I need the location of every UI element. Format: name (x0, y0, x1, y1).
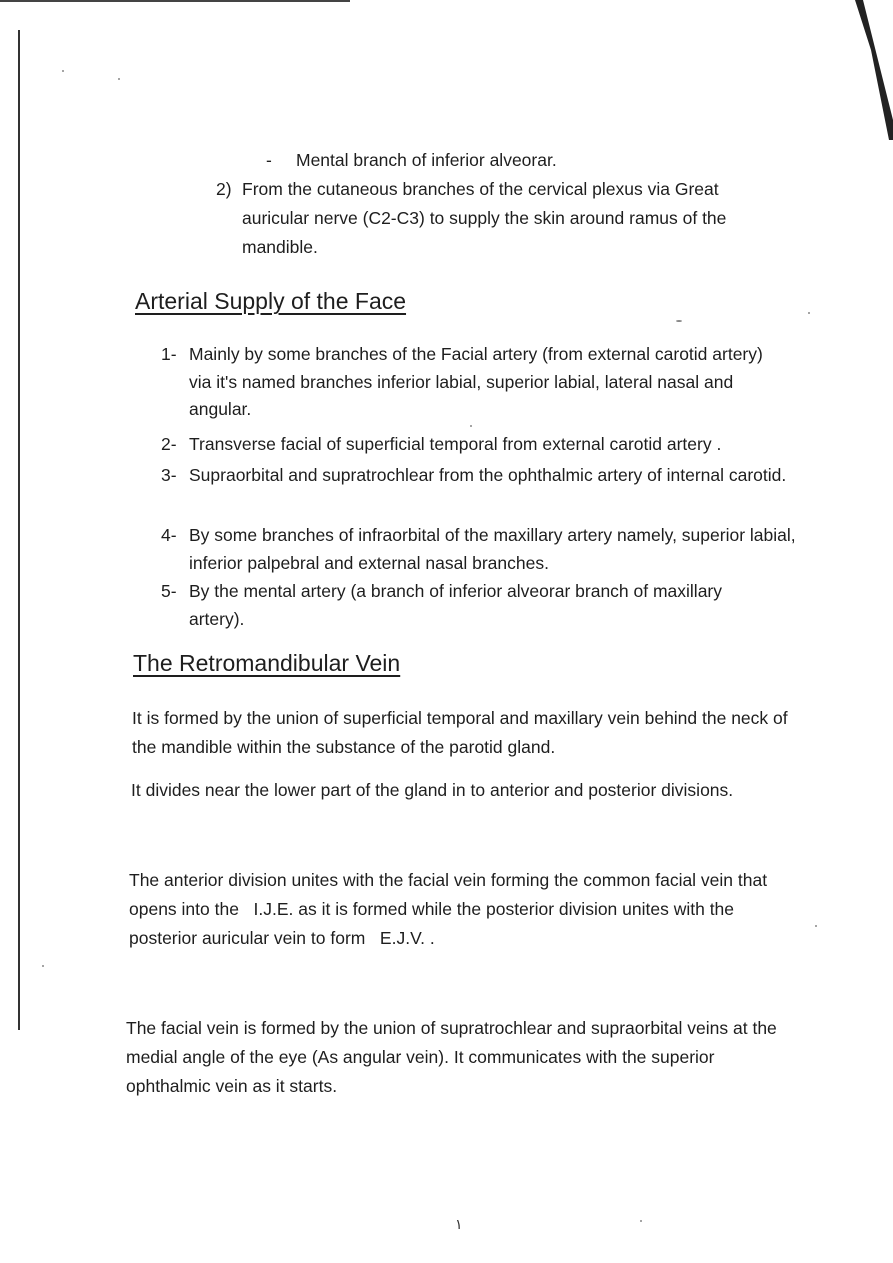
item-text: Supraorbital and supratrochlear from the ophthalmic artery of internal carotid. (189, 465, 787, 485)
list-item (161, 578, 801, 636)
dash-item-text: Mental branch of inferior alveorar. (296, 150, 557, 170)
item-text: By some branches of infraorbital of the maxillary artery namely, superior labial, inferior palpebral and external nasal branches. (189, 525, 796, 573)
item-number: 2) (216, 179, 232, 199)
scan-speck (62, 70, 64, 72)
list-item (161, 462, 801, 520)
item-text: From the cutaneous branches of the cervical plexus via Great auricular nerve (C2-C3) to supply the skin around ramus of the mandible. (242, 179, 727, 257)
paragraph: It is formed by the union of superficial temporal and maxillary vein behind the neck of the mandible within the substance of the parotid gland. (132, 708, 788, 757)
item-number: 2- (161, 434, 177, 454)
item-number: 4- (161, 525, 177, 545)
list-item (161, 341, 801, 426)
paragraph: It divides near the lower part of the gland in to anterior and posterior divisions. (131, 780, 734, 800)
section-heading-arterial-supply: Arterial Supply of the Face (135, 288, 407, 314)
paragraph: The facial vein is formed by the union of supratrochlear and supraorbital veins at the medial angle of the eye (As angular vein). It communicates with the superior ophthalmic vein as it starts. (126, 1018, 777, 1096)
item-number: 3- (161, 465, 177, 485)
scan-speck (676, 320, 682, 322)
item-text: Mainly by some branches of the Facial artery (from external carotid artery) via it's named branches inferior labial, superior labial, lateral nasal and angular. (189, 344, 763, 419)
list-item (161, 431, 801, 461)
item-text: Transverse facial of superficial temporal from external carotid artery . (189, 434, 722, 454)
list-item (161, 522, 811, 580)
scan-speck (815, 925, 817, 927)
item-number: 1- (161, 344, 177, 364)
scan-speck (118, 78, 120, 80)
scan-speck (640, 1220, 642, 1222)
scan-speck (808, 312, 810, 314)
section-heading-retromandibular-vein: The Retromandibular Vein (133, 650, 401, 676)
scan-left-edge (18, 30, 20, 1030)
numbered-list-item (216, 175, 786, 270)
item-number: 5- (161, 581, 177, 601)
paragraph: The anterior division unites with the facial vein forming the common facial vein that opens into the I.J.E. as it is formed while the posterior division unites with the posterior auricular vein to form E.J.V. . (129, 870, 772, 948)
dash-bullet: - (266, 150, 272, 170)
page-number: ١ (455, 1216, 463, 1232)
scan-top-edge (0, 0, 350, 2)
item-text: By the mental artery (a branch of inferior alveorar branch of maxillary artery). (189, 581, 723, 629)
scan-corner-shadow (853, 0, 893, 140)
scan-speck (42, 965, 44, 967)
